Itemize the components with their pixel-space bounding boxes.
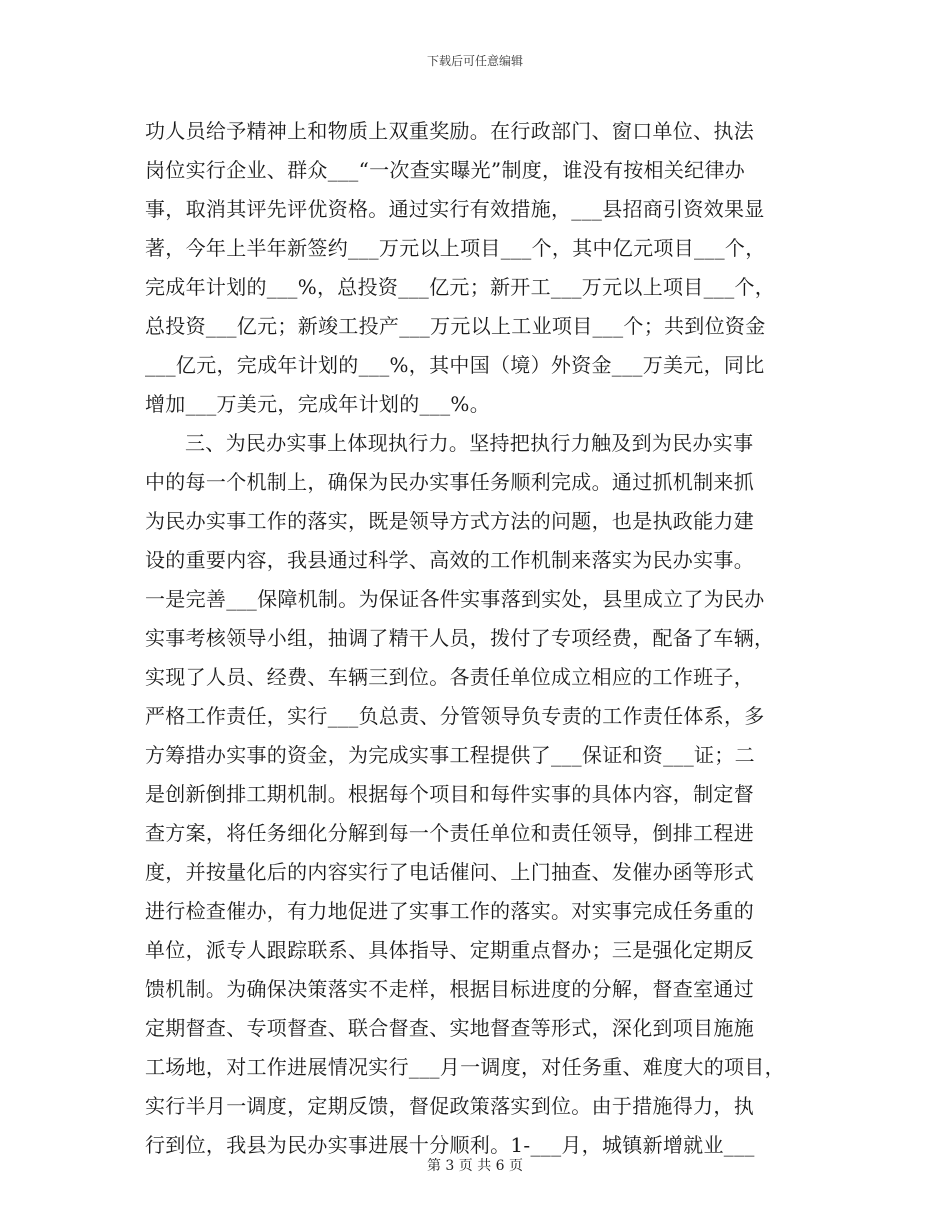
text-line: 中的每一个机制上，确保为民办实事任务顺利完成。通过抓机制来抓	[145, 470, 754, 494]
text-line: 工场地，对工作进展情况实行___月一调度，对任务重、难度大的项目，	[145, 1055, 785, 1079]
text-line: 事，取消其评先评优资格。通过实行有效措施，___县招商引资效果显	[145, 197, 765, 221]
text-line: 查方案，将任务细化分解到每一个责任单位和责任领导，倒排工程进	[145, 821, 754, 845]
text-line: 单位，派专人跟踪联系、具体指导、定期重点督办；三是强化定期反	[145, 938, 754, 962]
text-line: 实行半月一调度，定期反馈，督促政策落实到位。由于措施得力，执	[145, 1094, 754, 1118]
text-line: 馈机制。为确保决策落实不走样，根据目标进度的分解，督查室通过	[145, 977, 754, 1001]
body-text	[145, 112, 810, 1165]
text-line: 为民办实事工作的落实，既是领导方式方法的问题，也是执政能力建	[145, 509, 754, 533]
text-line: 增加___万美元，完成年计划的___%。	[145, 392, 491, 416]
text-line: 一是完善___保障机制。为保证各件实事落到实处，县里成立了为民办	[145, 587, 765, 611]
text-line: 功人员给予精神上和物质上双重奖励。在行政部门、窗口单位、执法	[145, 119, 754, 143]
text-line: 进行检查催办，有力地促进了实事工作的落实。对实事完成任务重的	[145, 899, 754, 923]
text-line: 方筹措办实事的资金，为完成实事工程提供了___保证和资___证；二	[145, 743, 755, 767]
text-line: 总投资___亿元；新竣工投产___万元以上工业项目___个；共到位资金	[145, 314, 766, 338]
page-number: 第 3 页 共 6 页	[426, 1158, 524, 1174]
text-line: 著，今年上半年新签约___万元以上项目___个，其中亿元项目___个，	[145, 236, 766, 260]
text-line: 岗位实行企业、群众___“一次查实曝光”制度，谁没有按相关纪律办	[145, 158, 746, 182]
text-line: ___亿元，完成年计划的___%，其中国（境）外资金___万美元，同比	[145, 353, 765, 377]
page-header-note: 下载后可任意编辑	[426, 54, 523, 68]
section-heading-line: 三、为民办实事上体现执行力。坚持把执行力触及到为民办实事	[185, 431, 754, 455]
text-line: 设的重要内容，我县通过科学、高效的工作机制来落实为民办实事。	[145, 548, 754, 572]
text-line: 行到位，我县为民办实事进展十分顺利。1-___月，城镇新增就业___	[145, 1133, 755, 1157]
text-line: 严格工作责任，实行___负总责、分管领导负专责的工作责任体系，多	[145, 704, 765, 728]
text-line: 完成年计划的___%，总投资___亿元；新开工___万元以上项目___个，	[145, 275, 776, 299]
text-line: 实事考核领导小组，抽调了精干人员，拨付了专项经费，配备了车辆，	[145, 626, 775, 650]
text-line: 定期督查、专项督查、联合督查、实地督查等形式，深化到项目施施	[145, 1016, 754, 1040]
text-line: 实现了人员、经费、车辆三到位。各责任单位成立相应的工作班子，	[145, 665, 754, 689]
text-line: 是创新倒排工期机制。根据每个项目和每件实事的具体内容，制定督	[145, 782, 754, 806]
text-line: 度，并按量化后的内容实行了电话催问、上门抽查、发催办函等形式	[145, 860, 754, 884]
